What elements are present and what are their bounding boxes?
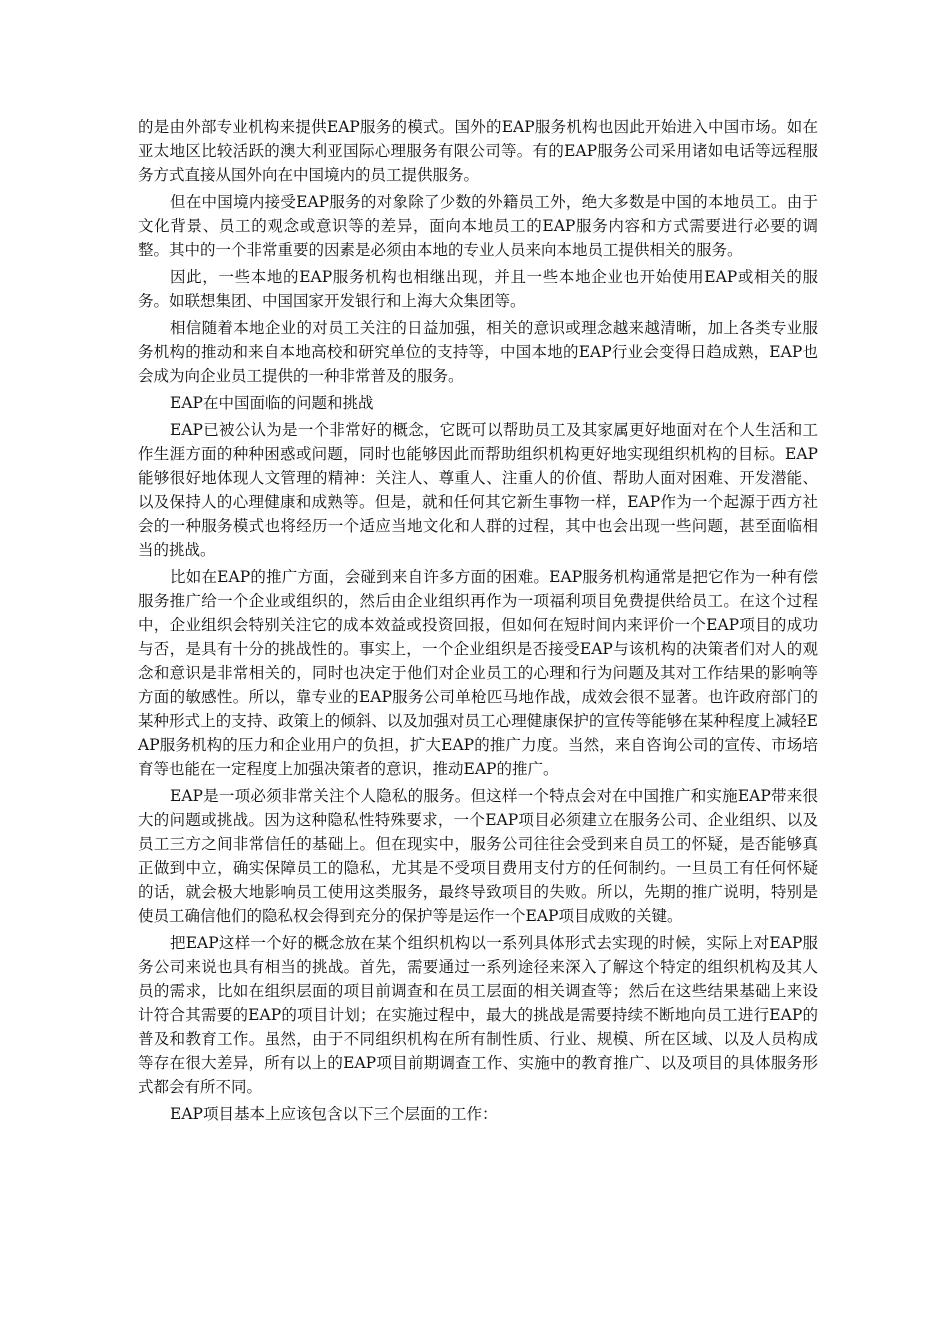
paragraph-outlook: 相信随着本地企业的对员工关注的日益加强，相关的意识或理念越来越清晰，加上各类专业服务机构的推动和来自本地高校和研究单位的支持等，中国本地的EAP行业会变得日趋成熟，EAP也会成为向企业员工提供的一种非常普及的服务。: [138, 319, 818, 385]
paragraph-local-providers: 因此，一些本地的EAP服务机构也相继出现，并且一些本地企业也开始使用EAP或相关的服务。如联想集团、中国国家开发银行和上海大众集团等。: [138, 268, 818, 310]
paragraph-local-employees: 但在中国境内接受EAP服务的对象除了少数的外籍员工外，绝大多数是中国的本地员工。由于文化背景、员工的观念或意识等的差异，面向本地员工的EAP服务内容和方式需要进行必要的调整。其中的一个非常重要的因素是必须由本地的专业人员来向本地员工提供相关的服务。: [138, 193, 818, 259]
paragraph-implementation: 把EAP这样一个好的概念放在某个组织机构以一系列具体形式去实现的时候，实际上对EAP服务公司来说也具有相当的挑战。首先，需要通过一系列途径来深入了解这个特定的组织机构及其人员的需求，比如在组织层面的项目前调查和在员工层面的相关调查等；然后在这些结果基础上来设计符合其需要的EAP的项目计划；在实施过程中，最大的挑战是需要持续不断地向员工进行EAP的普及和教育工作。虽然，由于不同组织机构在所有制性质、行业、规模、所在区域、以及人员构成等存在很大差异，所有以上的EAP项目前期调查工作、实施中的教育推广、以及项目的具体服务形式都会有所不同。: [138, 934, 818, 1096]
paragraph-three-levels: EAP项目基本上应该包含以下三个层面的工作：: [170, 1105, 498, 1123]
paragraph-promotion: 比如在EAP的推广方面，会碰到来自许多方面的困难。EAP服务机构通常是把它作为一种有偿服务推广给一个企业或组织的，然后由企业组织再作为一项福利项目免费提供给员工。在这个过程中，企业组织会特别关注它的成本效益或投资回报，但如何在短时间内来评价一个EAP项目的成功与否，是具有十分的挑战性的。事实上，一个企业组织是否接受EAP与该机构的决策者们对人的观念和意识是非常相关的，同时也决定于他们对企业员工的心理和行为问题及其对工作结果的影响等方面的敏感性。所以，靠专业的EAP服务公司单枪匹马地作战，成效会很不显著。也许政府部门的某种形式上的支持、政策上的倾斜、以及加强对员工心理健康保护的宣传等能够在某种程度上减轻EAP服务机构的压力和企业用户的负担，扩大EAP的推广力度。当然，来自咨询公司的宣传、市场培育等也能在一定程度上加强决策者的意识，推动EAP的推广。: [138, 568, 818, 778]
paragraph-continuation: 的是由外部专业机构来提供EAP服务的模式。国外的EAP服务机构也因此开始进入中国市场。如在亚太地区比较活跃的澳大利亚国际心理服务有限公司等。有的EAP服务公司采用诸如电话等远程服务方式直接从国外向在中国境内的员工提供服务。: [138, 118, 818, 184]
paragraph-privacy: EAP是一项必须非常关注个人隐私的服务。但这样一个特点会对在中国推广和实施EAP带来很大的问题或挑战。因为这种隐私性特殊要求，一个EAP项目必须建立在服务公司、企业组织、以及员工三方之间非常信任的基础上。但在现实中，服务公司往往会受到来自员工的怀疑，是否能够真正做到中立，确实保障员工的隐私，尤其是不受项目费用支付方的任何制约。一旦员工有任何怀疑的话，就会极大地影响员工使用这类服务，最终导致项目的失败。所以，先期的推广说明，特别是使员工确信他们的隐私权会得到充分的保护等是运作一个EAP项目成败的关键。: [138, 787, 818, 925]
paragraph-eap-concept: EAP已被公认为是一个非常好的概念，它既可以帮助员工及其家属更好地面对在个人生活和工作生涯方面的种种困惑或问题，同时也能够因此而帮助组织机构更好地实现组织机构的目标。EAP能够很好地体现人文管理的精神：关注人、尊重人、注重人的价值、帮助人面对困难、开发潜能、以及保持人的心理健康和成熟等。但是，就和任何其它新生事物一样，EAP作为一个起源于西方社会的一种服务模式也将经历一个适应当地文化和人群的过程，其中也会出现一些问题，甚至面临相当的挑战。: [138, 421, 818, 559]
section-heading: EAP在中国面临的问题和挑战: [170, 394, 374, 412]
document-body: [138, 115, 818, 1129]
